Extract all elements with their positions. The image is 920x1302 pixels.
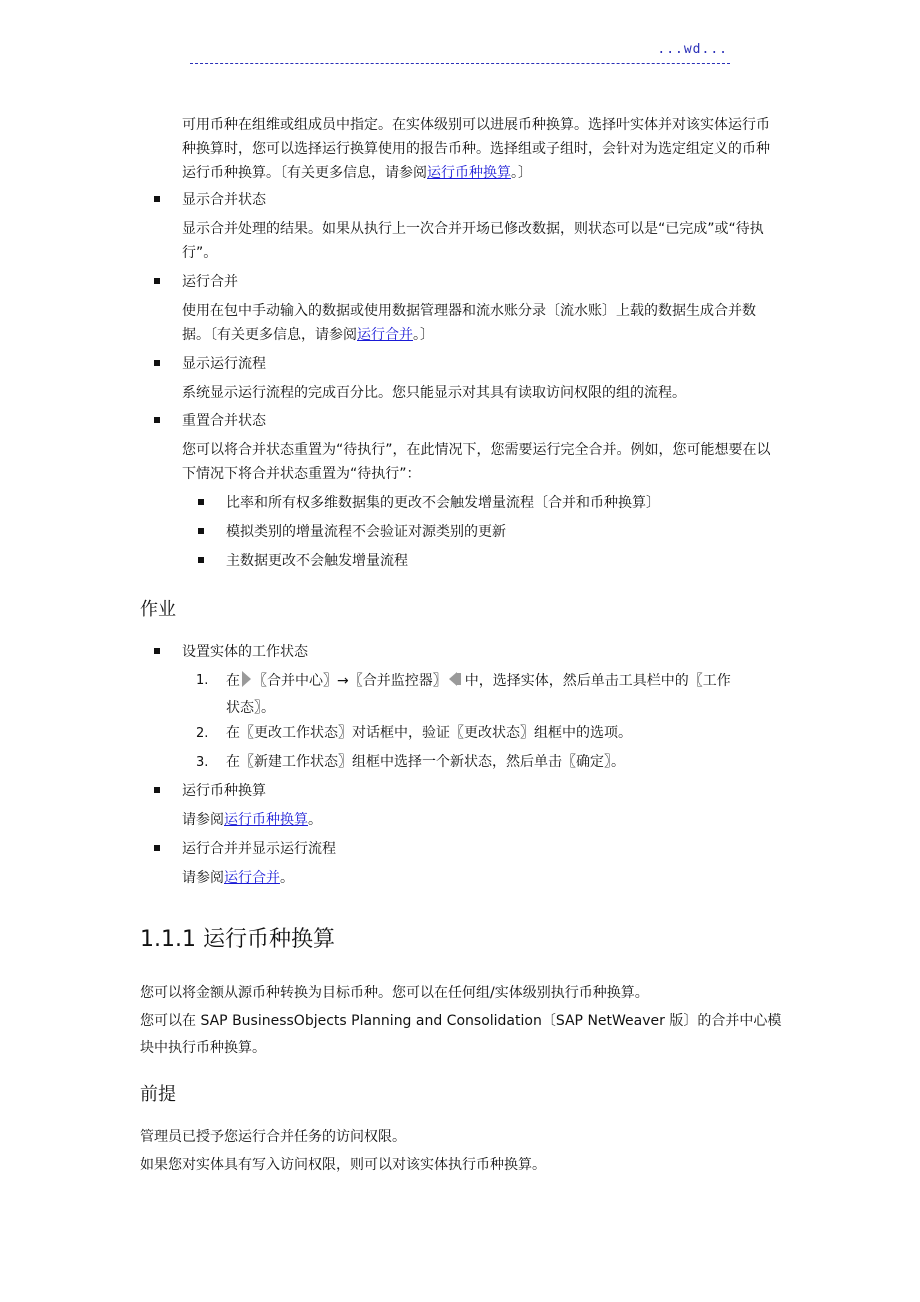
forward-arrow-icon bbox=[242, 671, 251, 687]
item-title: 显示合并状态 bbox=[182, 192, 266, 208]
task-title: 设置实体的工作状态 bbox=[182, 644, 308, 660]
task-description bbox=[182, 808, 782, 832]
task-description-end: 。 bbox=[308, 812, 322, 828]
tasks-heading: 作业 bbox=[140, 599, 176, 620]
bullet-icon bbox=[154, 360, 162, 368]
bullet-icon bbox=[154, 845, 162, 853]
page-header bbox=[190, 42, 730, 64]
header-mark: ...wd... bbox=[657, 42, 728, 57]
link-run-currency-conversion[interactable]: 运行币种换算 bbox=[224, 812, 308, 828]
step-text-d: 状态〗。 bbox=[226, 700, 275, 716]
sub-bullet-icon bbox=[198, 557, 206, 565]
sub-item: 模拟类别的增量流程不会验证对源类别的更新 bbox=[226, 524, 506, 540]
bullet-icon bbox=[154, 196, 162, 204]
section-heading: 1.1.1 运行币种换算 bbox=[140, 927, 335, 952]
intro-paragraph bbox=[182, 113, 782, 185]
step-text: 在〖更改工作状态〗对话框中，验证〖更改状态〗组框中的选项。 bbox=[226, 725, 632, 741]
sub-item: 主数据更改不会触发增量流程 bbox=[226, 553, 408, 569]
step-number: 1. bbox=[196, 673, 209, 688]
bullet-icon bbox=[154, 648, 162, 656]
intro-text: 可用币种在组维或组成员中指定。在实体级别可以进展币种换算。选择叶实体并对该实体运行币种换算时，您可以选择运行换算使用的报告币种。选择组或子组时，会针对为选定组定义的币种运行币种换算。〔有关更多信息，请参阅 bbox=[182, 117, 770, 181]
item-title: 重置合并状态 bbox=[182, 413, 266, 429]
step-number: 2. bbox=[196, 726, 209, 741]
sub-item: 比率和所有权多维数据集的更改不会触发增量流程〔合并和币种换算〕 bbox=[226, 495, 660, 511]
step-text bbox=[226, 668, 786, 722]
bullet-icon bbox=[154, 417, 162, 425]
step-text: 在〖新建工作状态〗组框中选择一个新状态，然后单击〖确定〗。 bbox=[226, 754, 625, 770]
item-description: 系统显示运行流程的完成百分比。您只能显示对其具有读取访问权限的组的流程。 bbox=[182, 385, 686, 401]
header-dashed-line bbox=[190, 63, 730, 64]
task-description-end: 。 bbox=[280, 870, 294, 886]
item-description-end: 。〕 bbox=[413, 327, 434, 343]
prerequisites-heading: 前提 bbox=[140, 1084, 176, 1105]
link-run-consolidation[interactable]: 运行合并 bbox=[357, 327, 413, 343]
link-run-consolidation[interactable]: 运行合并 bbox=[224, 870, 280, 886]
prerequisite-text: 管理员已授予您运行合并任务的访问权限。 bbox=[140, 1129, 406, 1145]
step-text-c: 中，选择实体，然后单击工具栏中的〖工作 bbox=[464, 673, 731, 689]
step-number: 3. bbox=[196, 755, 209, 770]
task-title: 运行币种换算 bbox=[182, 783, 266, 799]
item-title: 运行合并 bbox=[182, 274, 238, 290]
intro-text-end: 。〕 bbox=[511, 165, 532, 181]
section-paragraph: 您可以将金额从源币种转换为目标币种。您可以在任何组/实体级别执行币种换算。 bbox=[140, 985, 649, 1001]
sub-bullet-icon bbox=[198, 528, 206, 536]
task-description-text: 请参阅 bbox=[182, 870, 224, 886]
bullet-icon bbox=[154, 787, 162, 795]
back-arrow-icon bbox=[449, 672, 463, 686]
step-text-a: 在 bbox=[226, 673, 240, 689]
link-run-currency-conversion[interactable]: 运行币种换算 bbox=[427, 165, 511, 181]
bullet-icon bbox=[154, 278, 162, 286]
task-description bbox=[182, 866, 782, 890]
step-text-b: 〖合并中心〗→〖合并监控器〗 bbox=[253, 673, 447, 689]
item-description: 您可以将合并状态重置为“待执行”，在此情况下，您需要运行完全合并。例如，您可能想要在以下情况下将合并状态重置为“待执行”： bbox=[182, 442, 771, 482]
section-paragraph: 您可以在 SAP BusinessObjects Planning and Consolidation〔SAP NetWeaver 版〕的合并中心模块中执行币种换算。 bbox=[140, 1013, 782, 1056]
task-description-text: 请参阅 bbox=[182, 812, 224, 828]
task-title: 运行合并并显示运行流程 bbox=[182, 841, 336, 857]
item-title: 显示运行流程 bbox=[182, 356, 266, 372]
item-description-text: 使用在包中手动输入的数据或使用数据管理器和流水账分录〔流水账〕上载的数据生成合并数据。〔有关更多信息，请参阅 bbox=[182, 303, 756, 343]
item-description: 显示合并处理的结果。如果从执行上一次合并开场已修改数据，则状态可以是“已完成”或“待执行”。 bbox=[182, 221, 764, 261]
sub-bullet-icon bbox=[198, 499, 206, 507]
item-description bbox=[182, 299, 782, 347]
prerequisite-text: 如果您对实体具有写入访问权限，则可以对该实体执行币种换算。 bbox=[140, 1157, 546, 1173]
